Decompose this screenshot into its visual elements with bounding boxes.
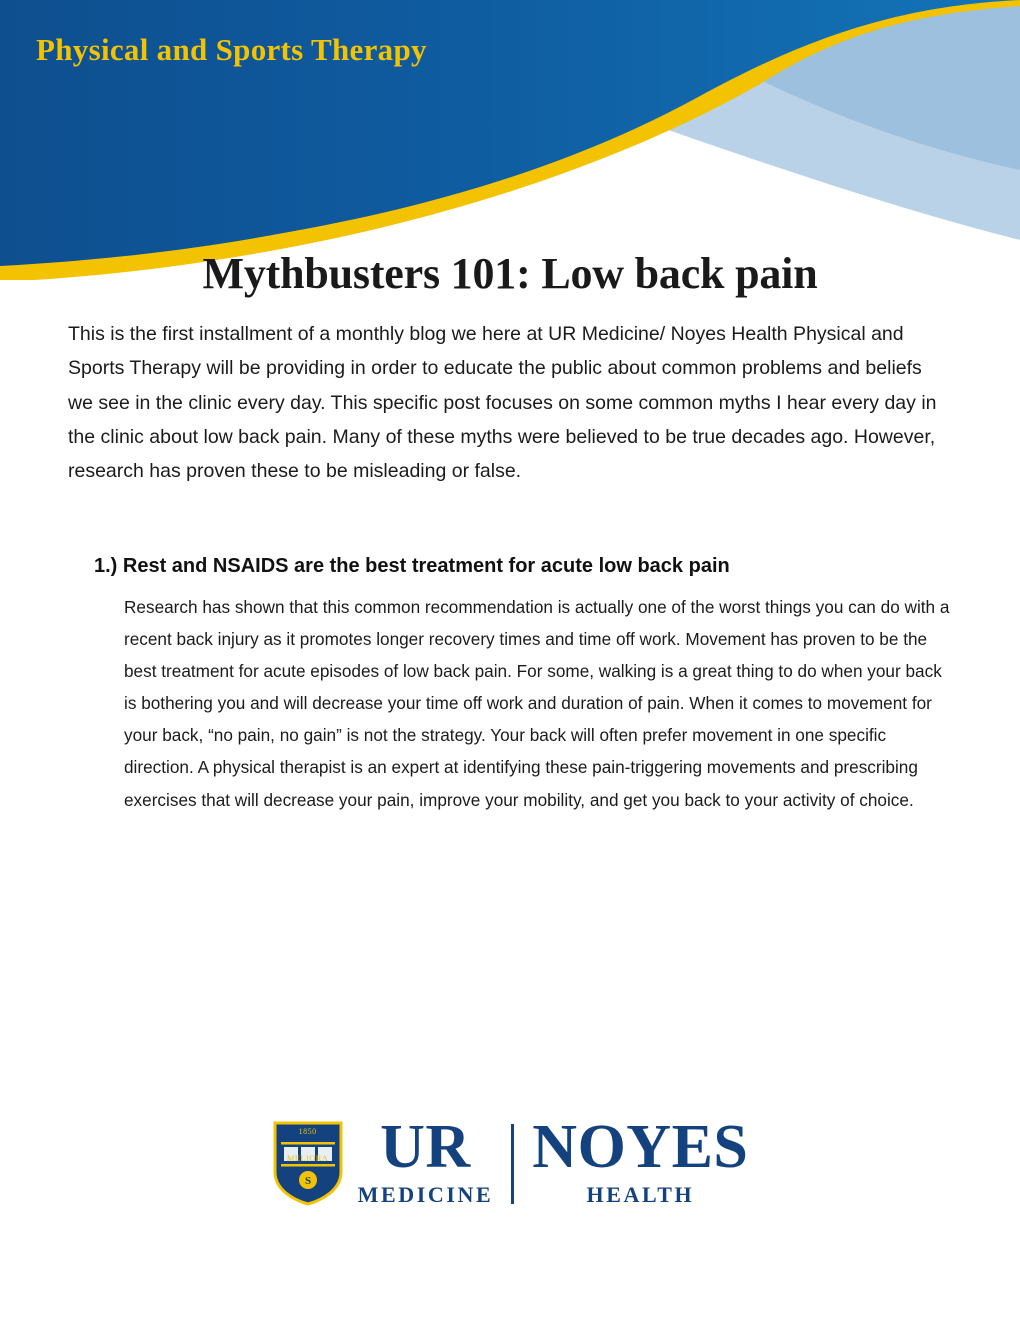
ur-wordmark-sub: MEDICINE	[357, 1181, 494, 1207]
ur-noyes-logo	[272, 1113, 749, 1208]
crest-year: 1850	[298, 1126, 317, 1136]
ur-wordmark-main: UR	[380, 1113, 471, 1181]
header-title: Physical and Sports Therapy	[36, 32, 427, 67]
crest-motto: MELIORA	[286, 1152, 329, 1163]
logo-wordmark	[357, 1113, 749, 1208]
footer-logo	[0, 1113, 1020, 1208]
noyes-wordmark-main: NOYES	[532, 1113, 749, 1181]
document-body	[0, 248, 1020, 816]
noyes-wordmark-sub: HEALTH	[586, 1181, 695, 1207]
myth-heading-1: 1.) Rest and NSAIDS are the best treatment for acute low back pain	[94, 554, 730, 577]
page-header-banner	[0, 0, 1020, 280]
ur-medicine-wordmark	[357, 1113, 512, 1208]
svg-text:S: S	[304, 1174, 311, 1187]
university-crest-icon	[272, 1120, 344, 1206]
page-title: Mythbusters 101: Low back pain	[202, 249, 818, 298]
noyes-health-wordmark	[514, 1113, 749, 1208]
intro-paragraph: This is the first installment of a monthly blog we here at UR Medicine/ Noyes Health Physical and Sports Therapy will be providing in order to educate the public about common problems and beliefs we see in the clinic every day. This specific post focuses on some common myths I hear every day in the clinic about low back pain. Many of these myths were believed to be true decades ago. However, research has proven these to be misleading or false.	[68, 323, 937, 483]
myth-body-1: Research has shown that this common recommendation is actually one of the worst things you can do with a recent back injury as it promotes longer recovery times and time off work. Movement has proven to be the best treatment for acute episodes of low back pain. For some, walking is a great thing to do when your back is bothering you and will decrease your time off work and duration of pain. When it comes to movement for your back, “no pain, no gain” is not the strategy. Your back will often prefer movement in one specific direction. A physical therapist is an expert at identifying these pain-triggering movements and prescribing exercises that will decrease your pain, improve your mobility, and get you back to your activity of choice.	[124, 596, 950, 810]
